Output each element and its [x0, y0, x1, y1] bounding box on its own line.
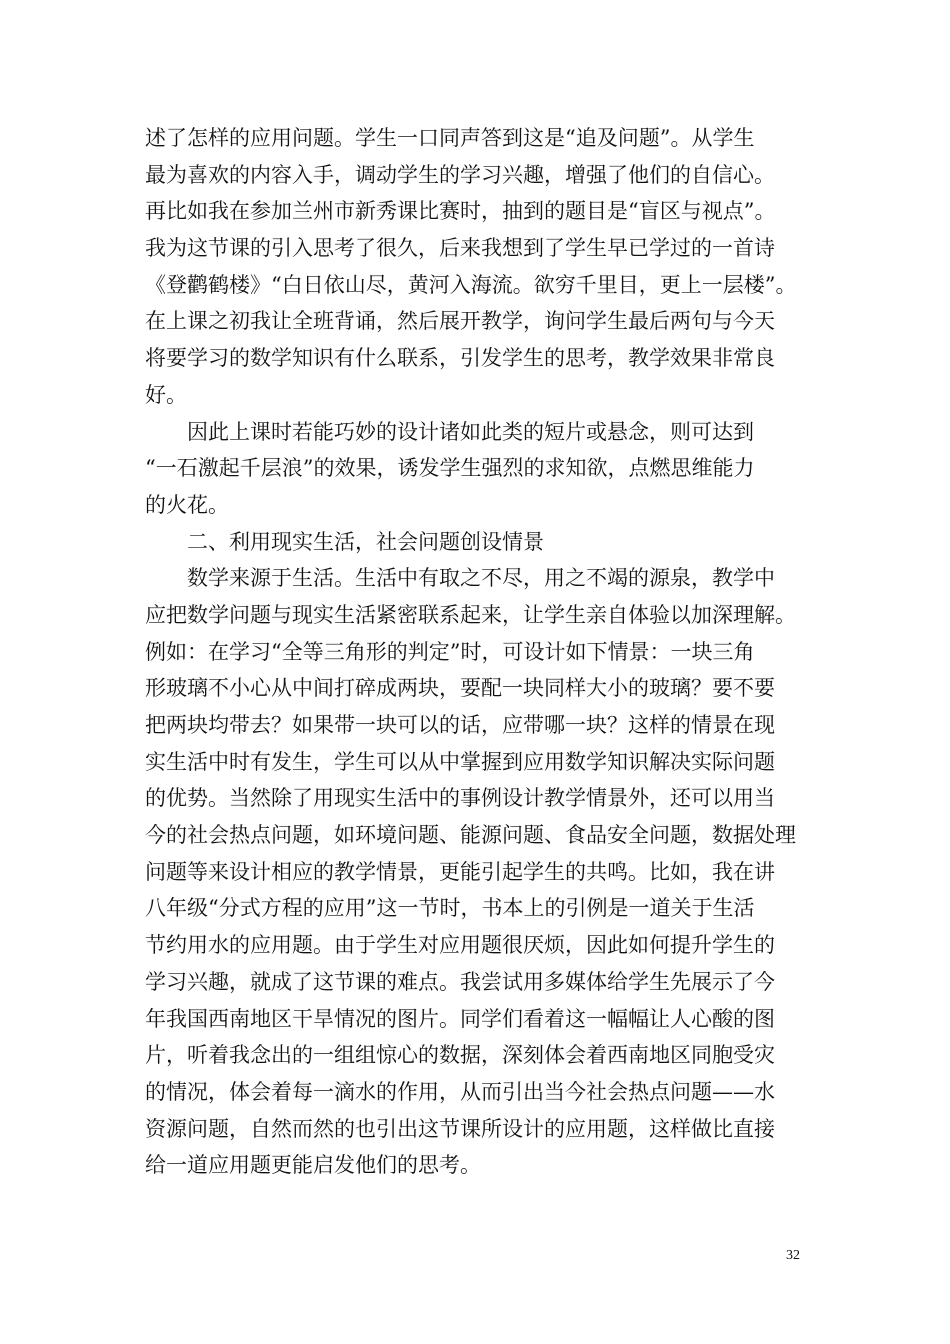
text-line: 应把数学问题与现实生活紧密联系起来，让学生亲自体验以加深理解。: [145, 602, 796, 627]
text-line: 例如：在学习“全等三角形的判定”时，可设计如下情景：一块三角: [145, 639, 755, 664]
text-line: 述了怎样的应用问题。学生一口同声答到这是“追及问题”。从学生: [145, 126, 755, 150]
text-line: 给一道应用题更能启发他们的思考。: [145, 1153, 481, 1178]
text-line: 《登鹳鹤楼》“白日依山尽，黄河入海流。欲穷千里目，更上一层楼”。: [145, 272, 797, 297]
text-line: “一石激起千层浪”的效果，诱发学生强烈的求知欲，点燃思维能力: [145, 456, 755, 481]
text-line: 最为喜欢的内容入手，调动学生的学习兴趣，增强了他们的自信心。: [145, 162, 775, 187]
text-line: 实生活中时有发生，学生可以从中掌握到应用数学知识解决实际问题: [145, 749, 775, 774]
text-line: 在上课之初我让全班背诵，然后展开教学，询问学生最后两句与今天: [145, 309, 775, 334]
page-number: 32: [786, 1248, 800, 1263]
text-line: 问题等来设计相应的教学情景，更能引起学生的共鸣。比如，我在讲: [145, 859, 775, 884]
text-line: 学习兴趣，就成了这节课的难点。我尝试用多媒体给学生先展示了今: [145, 969, 775, 994]
text-line: 资源问题，自然而然的也引出这节课所设计的应用题，这样做比直接: [145, 1116, 775, 1141]
text-line: 的情况，体会着每一滴水的作用，从而引出当今社会热点问题——水: [145, 1079, 775, 1104]
text-line: 我为这节课的引入思考了很久，后来我想到了学生早已学过的一首诗: [145, 236, 775, 261]
paragraph: [145, 524, 827, 561]
body-text: [145, 120, 827, 1184]
text-line: 因此上课时若能巧妙的设计诸如此类的短片或悬念，则可达到: [187, 419, 754, 444]
text-line: 将要学习的数学知识有什么联系，引发学生的思考，教学效果非常良: [145, 346, 775, 371]
paragraph: [145, 414, 827, 524]
paragraph: [145, 560, 827, 1184]
text-line: 好。: [145, 382, 187, 407]
text-line: 把两块均带去？如果带一块可以的话，应带哪一块？这样的情景在现: [145, 713, 775, 737]
text-line: 数学来源于生活。生活中有取之不尽，用之不竭的源泉，教学中: [187, 566, 775, 591]
paragraph: [145, 120, 827, 414]
text-line: 片，听着我念出的一组组惊心的数据，深刻体会着西南地区同胞受灾: [145, 1043, 775, 1068]
text-line: 年我国西南地区干旱情况的图片。同学们看着这一幅幅让人心酸的图: [145, 1006, 775, 1031]
text-line: 的优势。当然除了用现实生活中的事例设计教学情景外，还可以用当: [145, 786, 775, 811]
text-line: 再比如我在参加兰州市新秀课比赛时，抽到的题目是“盲区与视点”。: [145, 199, 776, 224]
text-line: 八年级“分式方程的应用”这一节时，书本上的引例是一道关于生活: [145, 896, 755, 921]
text-line: 的火花。: [145, 492, 229, 517]
text-line: 节约用水的应用题。由于学生对应用题很厌烦，因此如何提升学生的: [145, 933, 775, 958]
text-line: 二、利用现实生活，社会问题创设情景: [187, 529, 544, 554]
text-line: 今的社会热点问题，如环境问题、能源问题、食品安全问题，数据处理: [145, 823, 796, 848]
text-line: 形玻璃不小心从中间打碎成两块，要配一块同样大小的玻璃？要不要: [145, 676, 775, 701]
